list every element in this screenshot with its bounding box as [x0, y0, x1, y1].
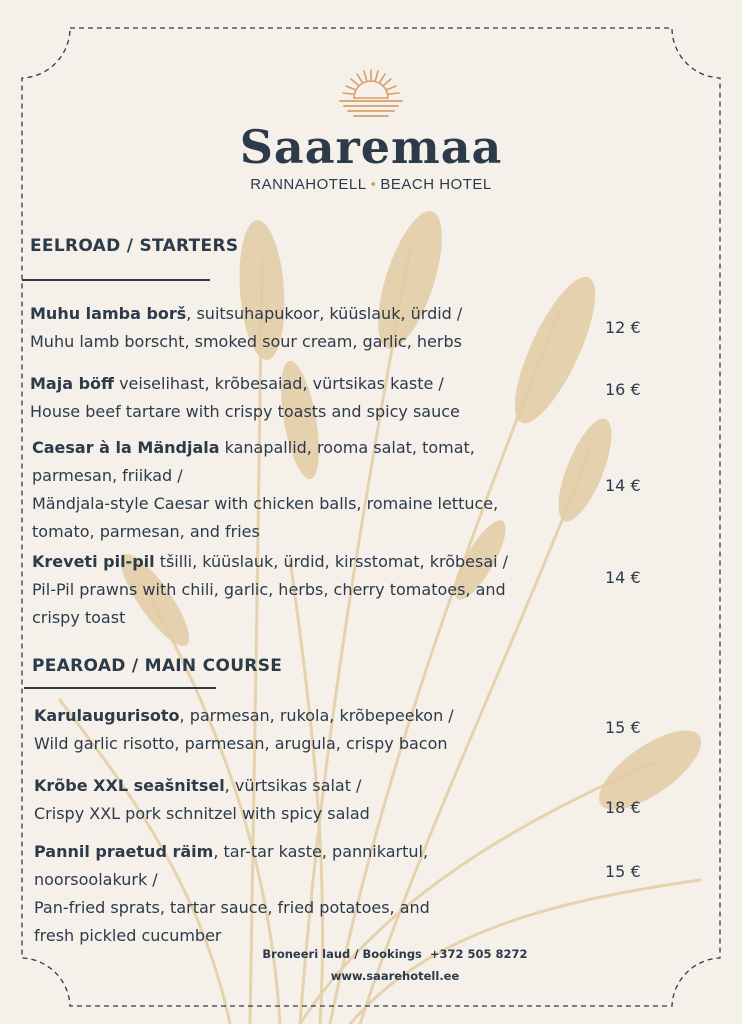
menu-item [30, 300, 462, 356]
dish-price: 16 € [605, 380, 641, 399]
dish-price: 18 € [605, 798, 641, 817]
dish-description: , suitsuhapukoor, küüslauk, ürdid / [186, 304, 463, 323]
main-course-heading: PEAROAD / MAIN COURSE [32, 656, 283, 676]
dish-description: tšilli, küüslauk, ürdid, kirsstomat, krõbesai / [154, 552, 509, 571]
footer [230, 943, 560, 987]
starters-heading: EELROAD / STARTERS [30, 236, 239, 256]
dish-price: 12 € [605, 318, 641, 337]
dish-translation: Muhu lamb borscht, smoked sour cream, garlic, herbs [30, 332, 462, 351]
dish-translation-cont: fresh pickled cucumber [34, 926, 222, 945]
dish-price: 15 € [605, 862, 641, 881]
dish-price: 14 € [605, 476, 641, 495]
menu-item [34, 702, 454, 758]
dish-description: veiselihast, krõbesaiad, vürtsikas kaste / [113, 374, 444, 393]
hotel-subtitle [0, 176, 742, 193]
dish-name: Karulaugurisoto [34, 706, 180, 725]
dish-translation-cont: crispy toast [32, 608, 126, 627]
menu-item [34, 772, 370, 828]
dish-translation: Crispy XXL pork schnitzel with spicy salad [34, 804, 370, 823]
dish-price: 14 € [605, 568, 641, 587]
dish-translation: Pan-fried sprats, tartar sauce, fried potatoes, and [34, 898, 430, 917]
dish-description: kanapallid, rooma salat, tomat, [219, 438, 475, 457]
menu-item [32, 548, 508, 632]
subtitle-english: BEACH HOTEL [380, 176, 492, 193]
dish-name: Muhu lamba borš [30, 304, 187, 323]
dish-translation: Wild garlic risotto, parmesan, arugula, crispy bacon [34, 734, 448, 753]
website-link[interactable]: www.saarehotell.ee [330, 969, 460, 983]
dish-price: 15 € [605, 718, 641, 737]
dish-description-cont: noorsoolakurk / [34, 870, 158, 889]
menu-item [34, 838, 430, 950]
dish-name: Pannil praetud räim [34, 842, 214, 861]
subtitle-estonian: RANNAHOTELL [250, 176, 367, 193]
dish-name: Kreveti pil-pil [32, 552, 155, 571]
menu-item [30, 370, 460, 426]
dish-translation: Pil-Pil prawns with chili, garlic, herbs, cherry tomatoes, and [32, 580, 506, 599]
dish-name: Krõbe XXL seašnitsel [34, 776, 225, 795]
menu-item [32, 434, 498, 546]
dish-description-cont: parmesan, friikad / [32, 466, 183, 485]
dish-description: , tar-tar kaste, pannikartul, [213, 842, 429, 861]
dish-translation-cont: tomato, parmesan, and fries [32, 522, 260, 541]
dish-translation: House beef tartare with crispy toasts and spicy sauce [30, 402, 460, 421]
dish-translation: Mändjala-style Caesar with chicken balls, romaine lettuce, [32, 494, 499, 513]
subtitle-separator: • [370, 176, 377, 193]
hotel-name: Saaremaa [239, 120, 503, 174]
bookings-phone[interactable]: Broneeri laud / Bookings +372 505 8272 [262, 947, 528, 961]
dish-description: , parmesan, rukola, krõbepeekon / [179, 706, 454, 725]
sunset-icon [336, 68, 406, 118]
dish-description: , vürtsikas salat / [224, 776, 362, 795]
hotel-logo [0, 68, 742, 193]
dish-name: Caesar à la Mändjala [32, 438, 220, 457]
main-course-divider [24, 687, 216, 689]
starters-divider [22, 279, 210, 281]
dish-name: Maja böff [30, 374, 114, 393]
